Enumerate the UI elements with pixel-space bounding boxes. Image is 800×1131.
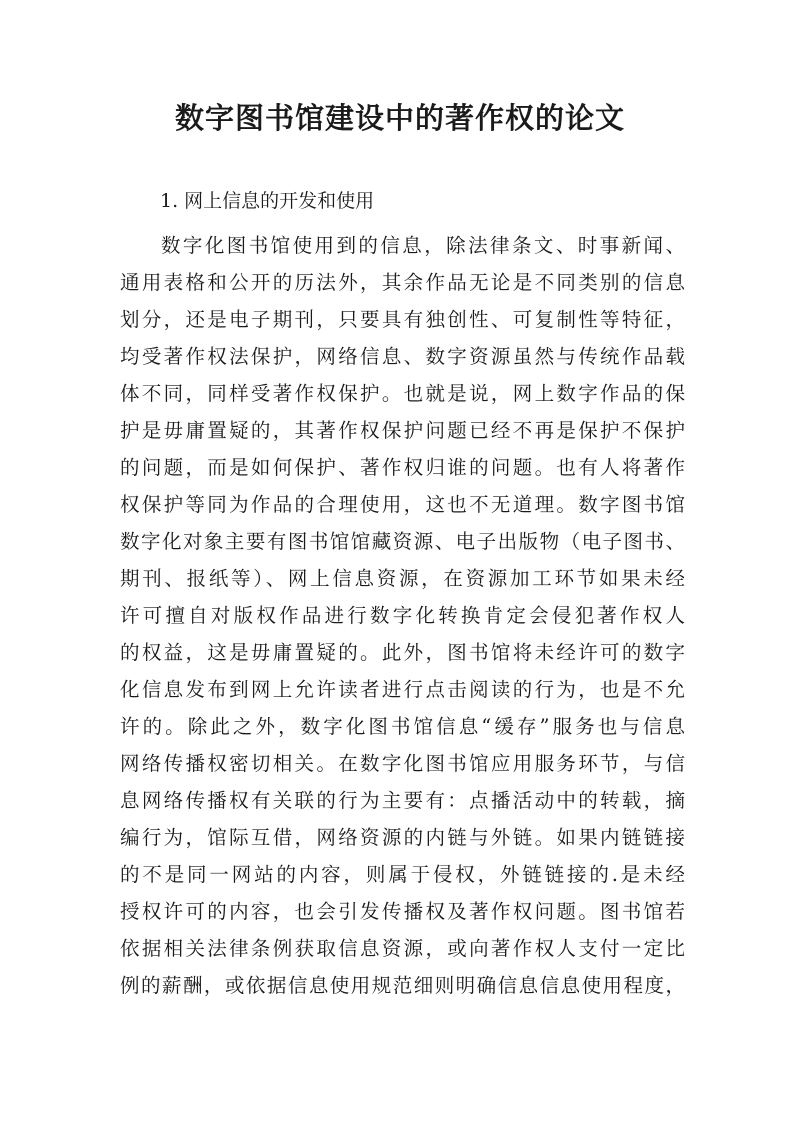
document-title: 数字图书馆建设中的著作权的论文	[174, 101, 625, 135]
text-line: 许可擅自对版权作品进行数字化转换肯定会侵犯著作权人	[120, 604, 685, 627]
text-line: 数字化对象主要有图书馆馆藏资源、电子出版物（电子图书、	[120, 530, 685, 553]
text-line: 的不是同一网站的内容，则属于侵权，外链链接的.是未经	[120, 863, 685, 886]
text-line: 数字化图书馆使用到的信息，除法律条文、时事新闻、	[161, 234, 685, 257]
section-heading: 1. 网上信息的开发和使用	[160, 190, 375, 212]
text-line: 授权许可的内容，也会引发传播权及著作权问题。图书馆若	[120, 900, 685, 923]
text-line: 的问题，而是如何保护、著作权归谁的问题。也有人将著作	[120, 456, 685, 479]
text-line: 体不同，同样受著作权保护。也就是说，网上数字作品的保	[120, 382, 685, 405]
text-line: 息网络传播权有关联的行为主要有：点播活动中的转载，摘	[120, 789, 685, 812]
body-paragraph	[120, 227, 685, 1004]
text-line: 依据相关法律条例获取信息资源，或向著作权人支付一定比	[120, 937, 685, 960]
text-line: 通用表格和公开的历法外，其余作品无论是不同类别的信息	[120, 271, 685, 294]
text-line: 护是毋庸置疑的，其著作权保护问题已经不再是保护不保护	[120, 419, 685, 442]
text-line: 编行为，馆际互借，网络资源的内链与外链。如果内链链接	[120, 826, 685, 849]
text-line: 例的薪酬，或依据信息使用规范细则明确信息信息使用程度，	[120, 974, 685, 997]
text-line: 化信息发布到网上允许读者进行点击阅读的行为，也是不允	[120, 678, 685, 701]
text-line: 均受著作权法保护，网络信息、数字资源虽然与传统作品载	[120, 345, 685, 368]
text-line: 划分，还是电子期刊，只要具有独创性、可复制性等特征，	[120, 308, 685, 331]
text-line: 许的。除此之外，数字化图书馆信息“缓存”服务也与信息	[120, 715, 685, 738]
text-line: 的权益，这是毋庸置疑的。此外，图书馆将未经许可的数字	[120, 641, 685, 664]
text-line: 网络传播权密切相关。在数字化图书馆应用服务环节，与信	[120, 752, 685, 775]
text-line: 权保护等同为作品的合理使用，这也不无道理。数字图书馆	[120, 493, 685, 516]
text-line: 期刊、报纸等）、网上信息资源，在资源加工环节如果未经	[120, 567, 685, 590]
